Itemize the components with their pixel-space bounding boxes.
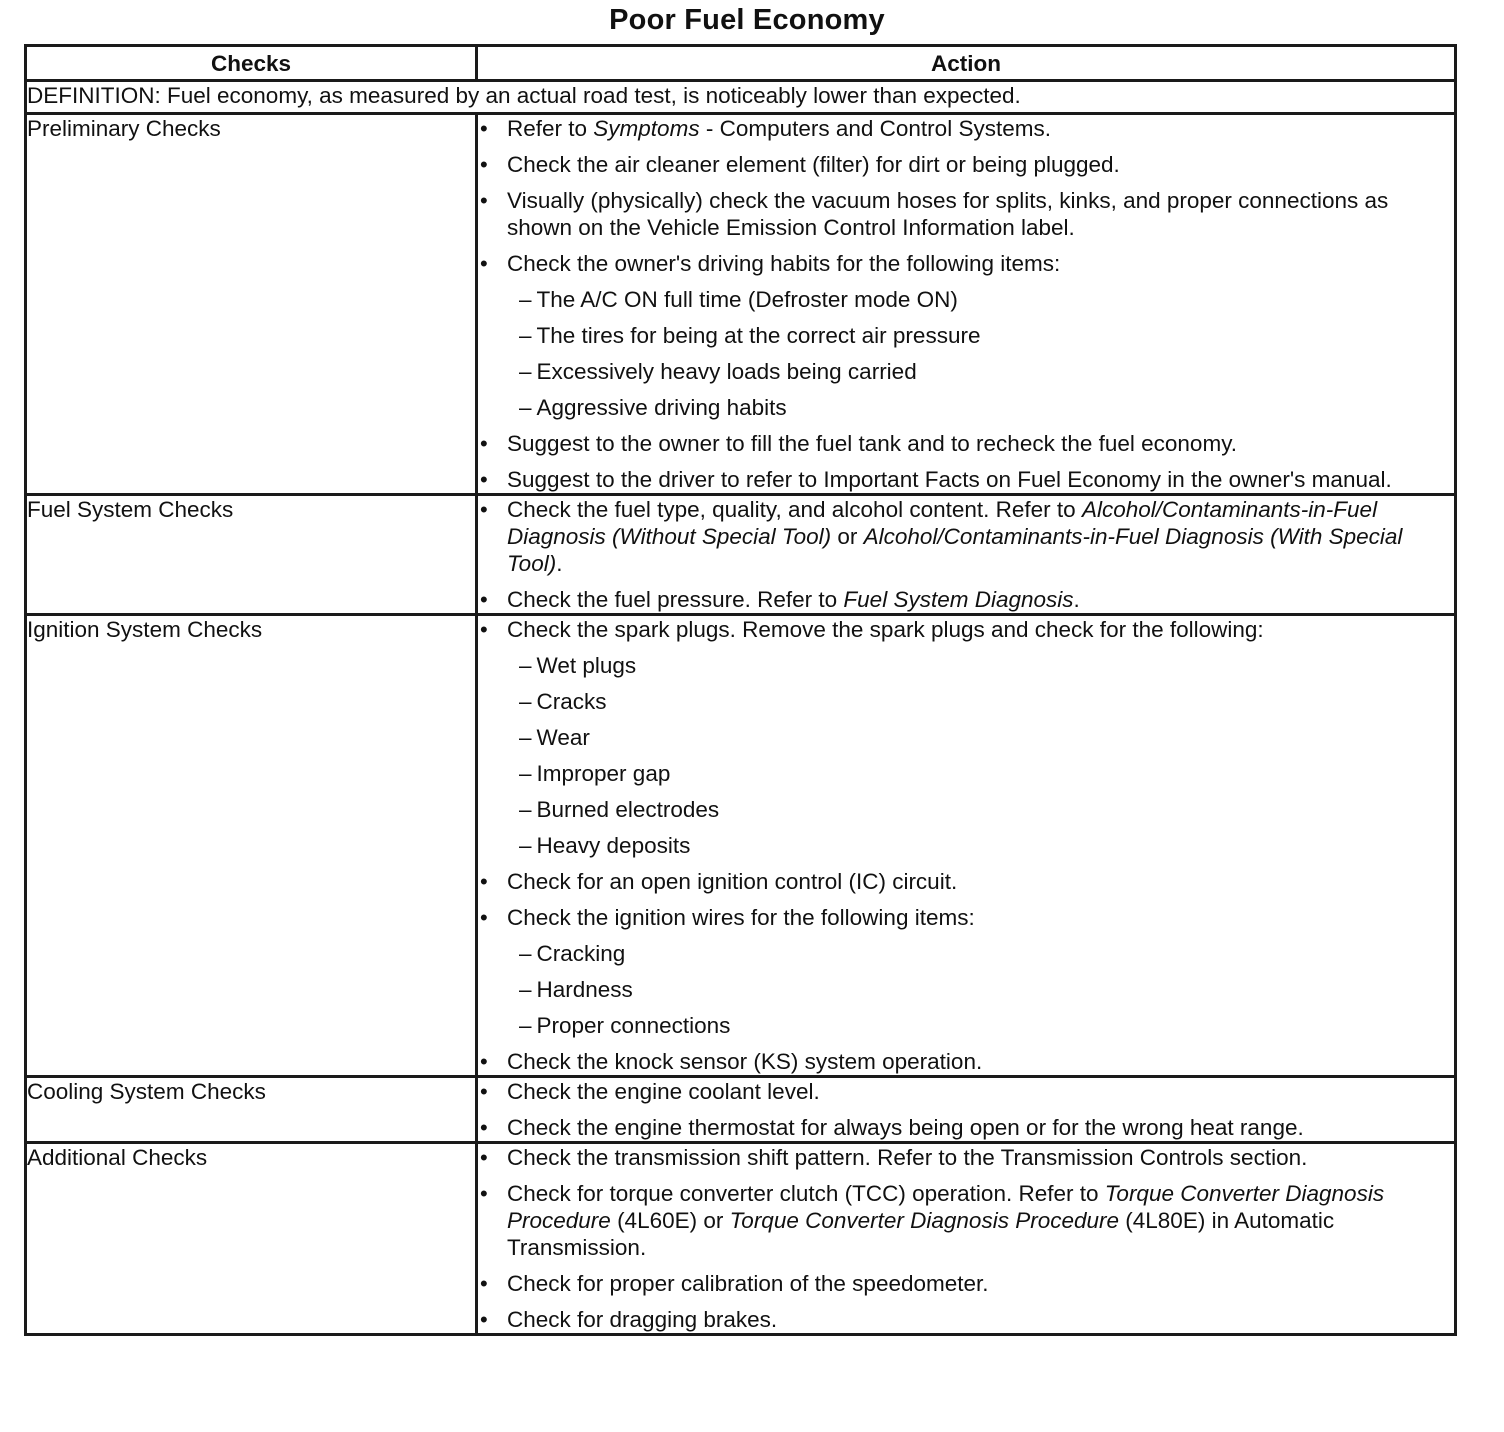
action-item	[478, 1270, 1454, 1297]
bullet-icon: •	[480, 431, 488, 456]
check-category: Additional Checks	[26, 1143, 477, 1335]
bullet-icon: •	[480, 587, 488, 612]
table-row	[26, 615, 1456, 1077]
sub-item-list	[507, 286, 1454, 421]
sub-item-text: Heavy deposits	[536, 833, 691, 858]
dash-icon: –	[519, 287, 532, 312]
sub-item-text: The A/C ON full time (Defroster mode ON)	[536, 287, 958, 312]
action-text	[507, 1145, 1307, 1170]
action-text-part: .	[556, 551, 563, 576]
action-text-part: Check for torque converter clutch (TCC) operation. Refer to	[507, 1181, 1105, 1206]
sub-item	[507, 286, 1454, 313]
sub-item	[507, 322, 1454, 349]
bullet-icon: •	[480, 1181, 488, 1206]
action-text-part: Check the knock sensor (KS) system operation.	[507, 1049, 983, 1074]
sub-item	[507, 688, 1454, 715]
action-text	[507, 1271, 989, 1296]
action-text-part: Check for proper calibration of the speedometer.	[507, 1271, 989, 1296]
action-text-part: Suggest to the driver to refer to Important Facts on Fuel Economy in the owner's manual.	[507, 467, 1392, 492]
action-text	[507, 188, 1388, 240]
sub-item	[507, 1012, 1454, 1039]
table-row	[26, 1143, 1456, 1335]
action-text	[507, 431, 1237, 456]
action-text-part: (4L80E) in Automatic Transmission.	[507, 1208, 1335, 1260]
sub-item	[507, 724, 1454, 751]
check-category: Cooling System Checks	[26, 1077, 477, 1143]
reference-title: Alcohol/Contaminants-in-Fuel Diagnosis (With Special Tool)	[507, 524, 1403, 576]
bullet-icon: •	[480, 1049, 488, 1074]
action-item	[478, 430, 1454, 457]
dash-icon: –	[519, 941, 532, 966]
bullet-icon: •	[480, 467, 488, 492]
action-item	[478, 904, 1454, 1039]
action-cell	[477, 495, 1456, 615]
action-item	[478, 1306, 1454, 1333]
sub-item	[507, 796, 1454, 823]
table-row	[26, 114, 1456, 495]
action-item	[478, 115, 1454, 142]
dash-icon: –	[519, 725, 532, 750]
action-text-part: Check the owner's driving habits for the following items:	[507, 251, 1061, 276]
bullet-icon: •	[480, 1145, 488, 1170]
action-text-part: (4L60E) or	[610, 1208, 730, 1233]
action-item	[478, 1180, 1454, 1261]
action-item	[478, 1114, 1454, 1141]
action-text	[507, 116, 1051, 141]
action-text-part: Check the engine thermostat for always being open or for the wrong heat range.	[507, 1115, 1304, 1140]
action-text-part: Check the spark plugs. Remove the spark plugs and check for the following:	[507, 617, 1264, 642]
table-row	[26, 495, 1456, 615]
definition-text: DEFINITION: Fuel economy, as measured by an actual road test, is noticeably lower than expected.	[26, 81, 1456, 114]
action-text	[507, 467, 1392, 492]
action-text-part: Suggest to the owner to fill the fuel tank and to recheck the fuel economy.	[507, 431, 1238, 456]
action-text-part: Check the air cleaner element (filter) for dirt or being plugged.	[507, 152, 1120, 177]
dash-icon: –	[519, 689, 532, 714]
dash-icon: –	[519, 359, 532, 384]
action-item	[478, 1048, 1454, 1075]
bullet-icon: •	[480, 869, 488, 894]
action-text-part: Check for an open ignition control (IC) circuit.	[507, 869, 958, 894]
action-item	[478, 868, 1454, 895]
sub-item-text: The tires for being at the correct air pressure	[536, 323, 981, 348]
dash-icon: –	[519, 1013, 532, 1038]
sub-item-text: Proper connections	[536, 1013, 731, 1038]
reference-title: Torque Converter Diagnosis Procedure	[507, 1181, 1385, 1233]
sub-item	[507, 940, 1454, 967]
action-text	[507, 497, 1402, 576]
action-text-part: Check the transmission shift pattern. Refer to the Transmission Controls section.	[507, 1145, 1308, 1170]
sub-item	[507, 760, 1454, 787]
action-text	[507, 869, 957, 894]
action-item	[478, 187, 1454, 241]
action-item	[478, 1078, 1454, 1105]
action-cell	[477, 1143, 1456, 1335]
reference-title: Fuel System Diagnosis	[843, 587, 1074, 612]
action-text	[507, 1181, 1384, 1260]
action-cell	[477, 615, 1456, 1077]
sub-item-text: Improper gap	[536, 761, 671, 786]
action-item	[478, 250, 1454, 421]
action-item	[478, 466, 1454, 493]
action-text	[507, 1049, 982, 1074]
action-cell	[477, 1077, 1456, 1143]
diagnosis-table	[24, 44, 1457, 1336]
page-title: Poor Fuel Economy	[609, 4, 885, 36]
sub-item-text: Wear	[536, 725, 590, 750]
sub-item-text: Cracks	[536, 689, 607, 714]
dash-icon: –	[519, 323, 532, 348]
action-text-part: - Computers and Control Systems.	[699, 116, 1051, 141]
bullet-icon: •	[480, 497, 488, 522]
action-text-part: or	[831, 524, 864, 549]
action-text	[507, 905, 975, 930]
dash-icon: –	[519, 977, 532, 1002]
action-text-part: Check the fuel type, quality, and alcohol content. Refer to	[507, 497, 1082, 522]
bullet-icon: •	[480, 188, 488, 213]
action-text	[507, 617, 1264, 642]
action-text-part: Check for dragging brakes.	[507, 1307, 778, 1332]
check-category: Preliminary Checks	[26, 114, 477, 495]
action-text	[507, 1115, 1304, 1140]
action-text-part: Visually (physically) check the vacuum hoses for splits, kinks, and proper connections as shown on the Vehicle Emission Control Information label.	[507, 188, 1389, 240]
reference-title: Alcohol/Contaminants-in-Fuel Diagnosis (Without Special Tool)	[507, 497, 1378, 549]
sub-item-list	[507, 652, 1454, 859]
action-text-part: Refer to	[507, 116, 594, 141]
sub-item-text: Aggressive driving habits	[536, 395, 787, 420]
bullet-icon: •	[480, 1307, 488, 1332]
action-text-part: Check the engine coolant level.	[507, 1079, 820, 1104]
sub-item	[507, 652, 1454, 679]
bullet-icon: •	[480, 1115, 488, 1140]
sub-item-text: Excessively heavy loads being carried	[536, 359, 917, 384]
table-row	[26, 1077, 1456, 1143]
action-text-part: Check the ignition wires for the following items:	[507, 905, 975, 930]
sub-item-text: Wet plugs	[536, 653, 637, 678]
bullet-icon: •	[480, 1271, 488, 1296]
sub-item-text: Hardness	[536, 977, 633, 1002]
dash-icon: –	[519, 761, 532, 786]
bullet-icon: •	[480, 905, 488, 930]
action-text	[507, 1079, 820, 1104]
bullet-icon: •	[480, 152, 488, 177]
bullet-icon: •	[480, 1079, 488, 1104]
bullet-icon: •	[480, 116, 488, 141]
definition-row	[26, 81, 1456, 114]
action-text	[507, 1307, 777, 1332]
bullet-icon: •	[480, 251, 488, 276]
sub-item	[507, 976, 1454, 1003]
sub-item	[507, 358, 1454, 385]
check-category: Ignition System Checks	[26, 615, 477, 1077]
action-text	[507, 152, 1120, 177]
action-header: Action	[477, 46, 1456, 81]
action-item	[478, 151, 1454, 178]
header-row	[26, 46, 1456, 81]
sub-item-list	[507, 940, 1454, 1039]
sub-item	[507, 832, 1454, 859]
reference-title: Symptoms	[593, 116, 700, 141]
action-text	[507, 587, 1080, 612]
action-item	[478, 496, 1454, 577]
action-item	[478, 616, 1454, 859]
reference-title: Torque Converter Diagnosis Procedure	[729, 1208, 1120, 1233]
check-category: Fuel System Checks	[26, 495, 477, 615]
dash-icon: –	[519, 833, 532, 858]
bullet-icon: •	[480, 617, 488, 642]
dash-icon: –	[519, 395, 532, 420]
action-text	[507, 251, 1060, 276]
checks-header: Checks	[26, 46, 477, 81]
sub-item-text: Burned electrodes	[536, 797, 720, 822]
dash-icon: –	[519, 653, 532, 678]
sub-item-text: Cracking	[536, 941, 626, 966]
action-item	[478, 1144, 1454, 1171]
action-cell	[477, 114, 1456, 495]
sub-item	[507, 394, 1454, 421]
dash-icon: –	[519, 797, 532, 822]
action-item	[478, 586, 1454, 613]
action-text-part: .	[1073, 587, 1080, 612]
action-text-part: Check the fuel pressure. Refer to	[507, 587, 844, 612]
